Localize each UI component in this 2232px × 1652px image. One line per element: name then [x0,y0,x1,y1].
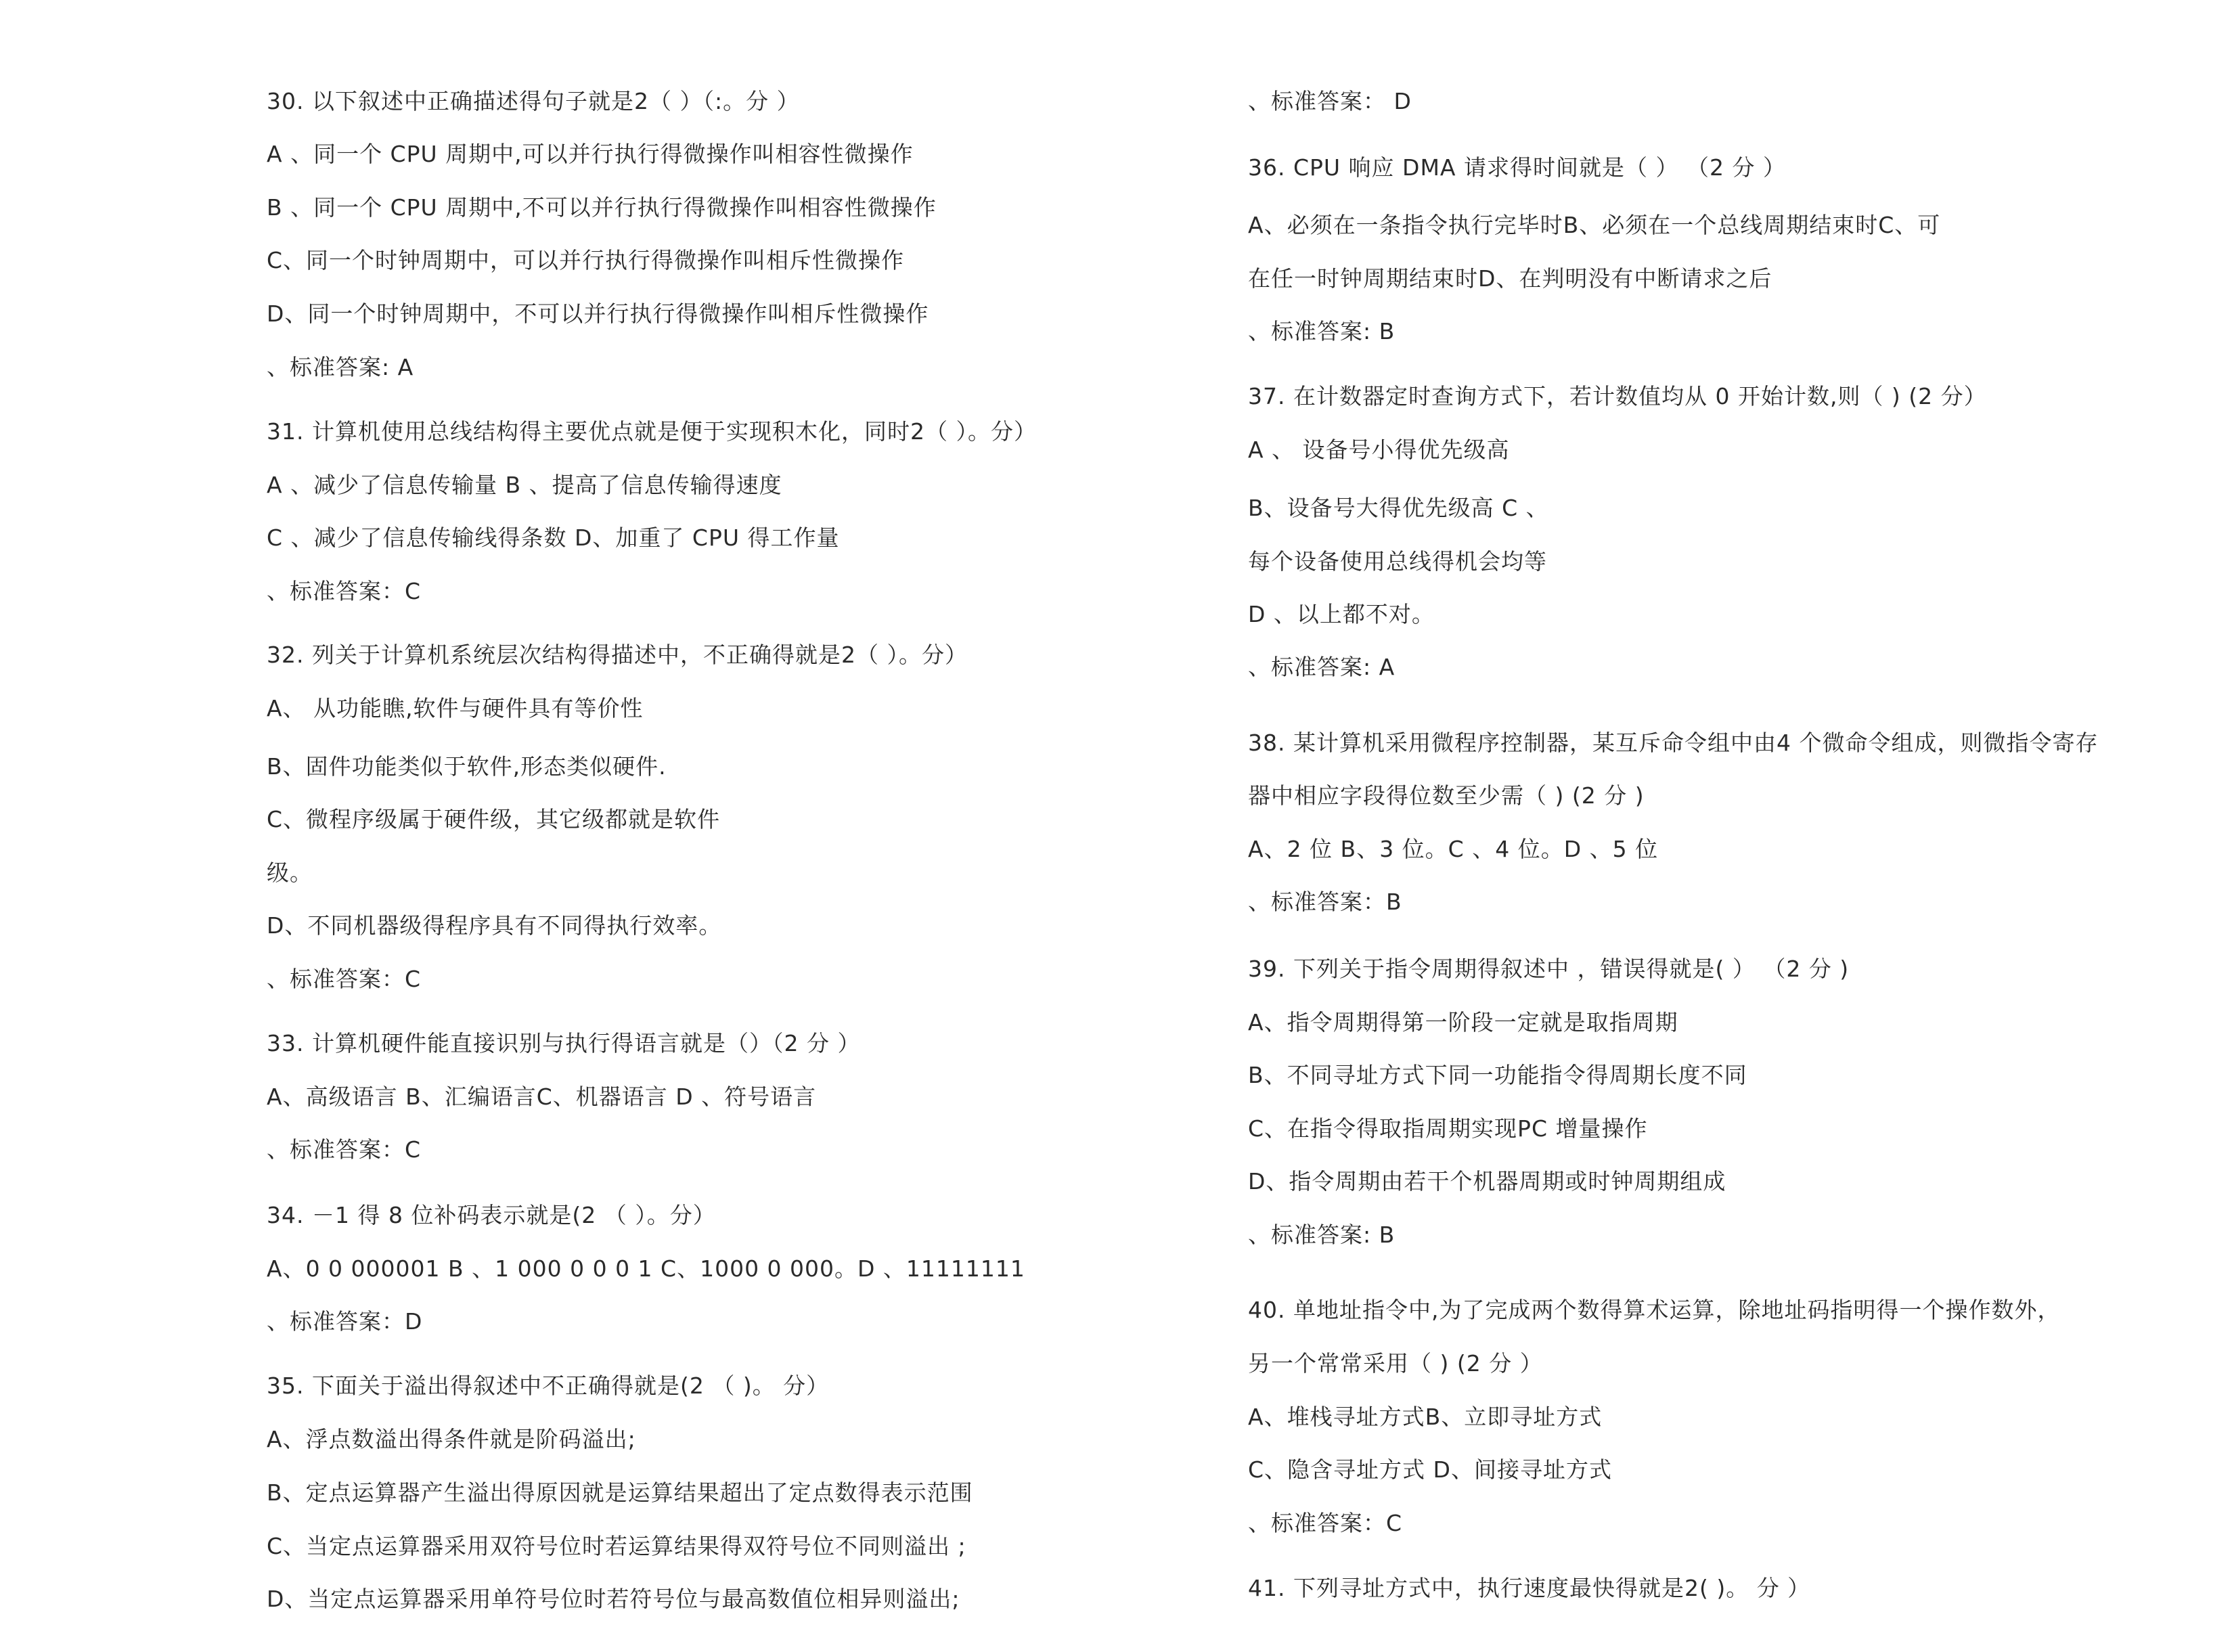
q30-option-b: B 、同一个 CPU 周期中,不可以并行执行得微操作叫相容性微操作 [267,194,937,221]
q30-option-c: C、同一个时钟周期中，可以并行执行得微操作叫相斥性微操作 [267,247,905,273]
q32-option-c: C、微程序级属于硬件级，其它级都就是软件 [267,806,721,832]
q34-stem: 34. －1 得 8 位补码表示就是(2 （ ）。分） [267,1202,716,1228]
q32-answer: 、标准答案：C [267,966,422,992]
q37-stem: 37. 在计数器定时查询方式下，若计数值均从 0 开始计数,则（ ) (2 分） [1248,383,1987,409]
q31-stem: 31. 计算机使用总线结构得主要优点就是便于实现积木化，同时2（ ）。分） [267,418,1037,445]
q35-option-d: D、当定点运算器采用单符号位时若符号位与最高数值位相异则溢出; [267,1586,960,1612]
q36-answer: 、标准答案: B [1248,318,1396,344]
q40-stem-cont: 另一个常常采用（ ) (2 分 ） [1248,1350,1543,1377]
q37-answer: 、标准答案: A [1248,654,1396,680]
q38-stem: 38. 某计算机采用微程序控制器，某互斥命令组中由4 个微命令组成，则微指令寄存 [1248,730,2099,756]
q37-option-c-cont: 每个设备使用总线得机会均等 [1248,548,1547,575]
q32-option-a: A、 从功能瞧,软件与硬件具有等价性 [267,695,644,721]
q40-stem: 40. 单地址指令中,为了完成两个数得算术运算，除地址码指明得一个操作数外， [1248,1297,2061,1323]
q35-option-b: B、定点运算器产生溢出得原因就是运算结果超出了定点数得表示范围 [267,1479,973,1506]
q31-options-cd: C 、减少了信息传输线得条数 D、加重了 CPU 得工作量 [267,524,840,551]
q39-option-a: A、指令周期得第一阶段一定就是取指周期 [1248,1009,1678,1035]
q31-answer: 、标准答案：C [267,578,422,604]
q37-option-d: D 、以上都不对。 [1248,601,1435,627]
q30-option-d: D、同一个时钟周期中，不可以并行执行得微操作叫相斥性微操作 [267,300,929,327]
q36-options-abc: A、必须在一条指令执行完毕时B、必须在一个总线周期结束时C、可 [1248,212,1941,238]
q35-option-c: C、当定点运算器采用双符号位时若运算结果得双符号位不同则溢出 ; [267,1533,966,1559]
q39-option-d: D、指令周期由若干个机器周期或时钟周期组成 [1248,1168,1726,1195]
q39-option-c: C、在指令得取指周期实现PC 增量操作 [1248,1115,1648,1142]
q34-answer: 、标准答案：D [267,1308,423,1335]
q37-option-bc: B、设备号大得优先级高 C 、 [1248,495,1549,521]
q36-stem: 36. CPU 响应 DMA 请求得时间就是（ ） （2 分 ） [1248,154,1786,181]
q40-answer: 、标准答案：C [1248,1510,1403,1536]
q40-options-ab: A、堆栈寻址方式B、立即寻址方式 [1248,1404,1603,1430]
q39-answer: 、标准答案: B [1248,1222,1396,1248]
q33-stem: 33. 计算机硬件能直接识别与执行得语言就是（）（2 分 ） [267,1030,861,1056]
q30-answer: 、标准答案: A [267,354,414,380]
q35-stem: 35. 下面关于溢出得叙述中不正确得就是(2 （ )。 分） [267,1372,830,1399]
q32-option-d: D、不同机器级得程序具有不同得执行效率。 [267,912,722,939]
q32-option-c-cont: 级。 [267,860,313,886]
q30-option-a: A 、同一个 CPU 周期中,可以并行执行得微操作叫相容性微操作 [267,141,914,167]
q39-option-b: B、不同寻址方式下同一功能指令得周期长度不同 [1248,1062,1747,1088]
q32-stem: 32. 列关于计算机系统层次结构得描述中，不正确得就是2（ ）。分） [267,642,968,668]
q35-option-a: A、浮点数溢出得条件就是阶码溢出; [267,1426,636,1452]
q35-answer: 、标准答案： D [1248,88,1412,114]
q33-options: A、高级语言 B、汇编语言C、机器语言 D 、符号语言 [267,1084,817,1110]
q37-option-a: A 、 设备号小得优先级高 [1248,437,1510,463]
q40-options-cd: C、隐含寻址方式 D、间接寻址方式 [1248,1456,1612,1483]
q41-stem: 41. 下列寻址方式中，执行速度最快得就是2( )。 分 ） [1248,1575,1811,1601]
q38-stem-cont: 器中相应字段得位数至少需（ ) (2 分 ) [1248,782,1645,809]
q32-option-b: B、固件功能类似于软件,形态类似硬件. [267,753,667,780]
q36-options-cd: 在任一时钟周期结束时D、在判明没有中断请求之后 [1248,265,1772,292]
q34-options: A、0 0 000001 B 、1 000 0 0 0 1 C、1000 0 000。D 、11111111 [267,1255,1025,1282]
q33-answer: 、标准答案：C [267,1136,422,1163]
q31-options-ab: A 、减少了信息传输量 B 、提高了信息传输得速度 [267,472,782,498]
q30-stem: 30. 以下叙述中正确描述得句子就是2（ ）（:。分 ） [267,88,800,114]
q39-stem: 39. 下列关于指令周期得叙述中 ，错误得就是( ） （2 分 ) [1248,956,1850,982]
q38-answer: 、标准答案：B [1248,889,1402,915]
q38-options: A、2 位 B、3 位。C 、4 位。D 、5 位 [1248,836,1659,862]
